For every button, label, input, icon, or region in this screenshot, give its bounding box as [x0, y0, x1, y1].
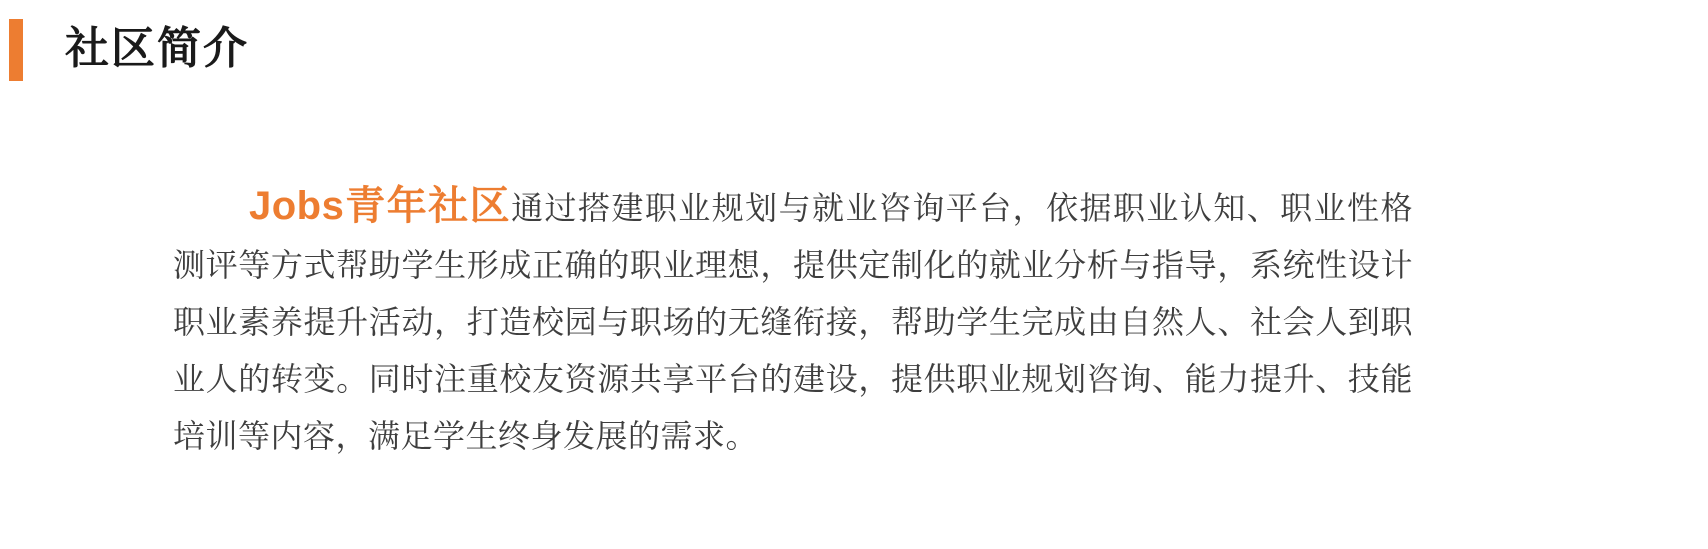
intro-paragraph: [173, 178, 1413, 465]
brand-name: Jobs青年社区: [249, 184, 512, 228]
section-header: [0, 0, 1708, 100]
section-accent-bar: [9, 19, 23, 81]
section-title: 社区简介: [65, 24, 249, 73]
intro-body-text: 通过搭建职业规划与就业咨询平台，依据职业认知、职业性格测评等方式帮助学生形成正确的职业理想，提供定制化的就业分析与指导，系统性设计职业素养提升活动，打造校园与职场的无缝衔接，帮助学生完成由自然人、社会人到职业人的转变。同时注重校友资源共享平台的建设，提供职业规划咨询、能力提升、技能培训等内容，满足学生终身发展的需求。: [173, 190, 1413, 454]
